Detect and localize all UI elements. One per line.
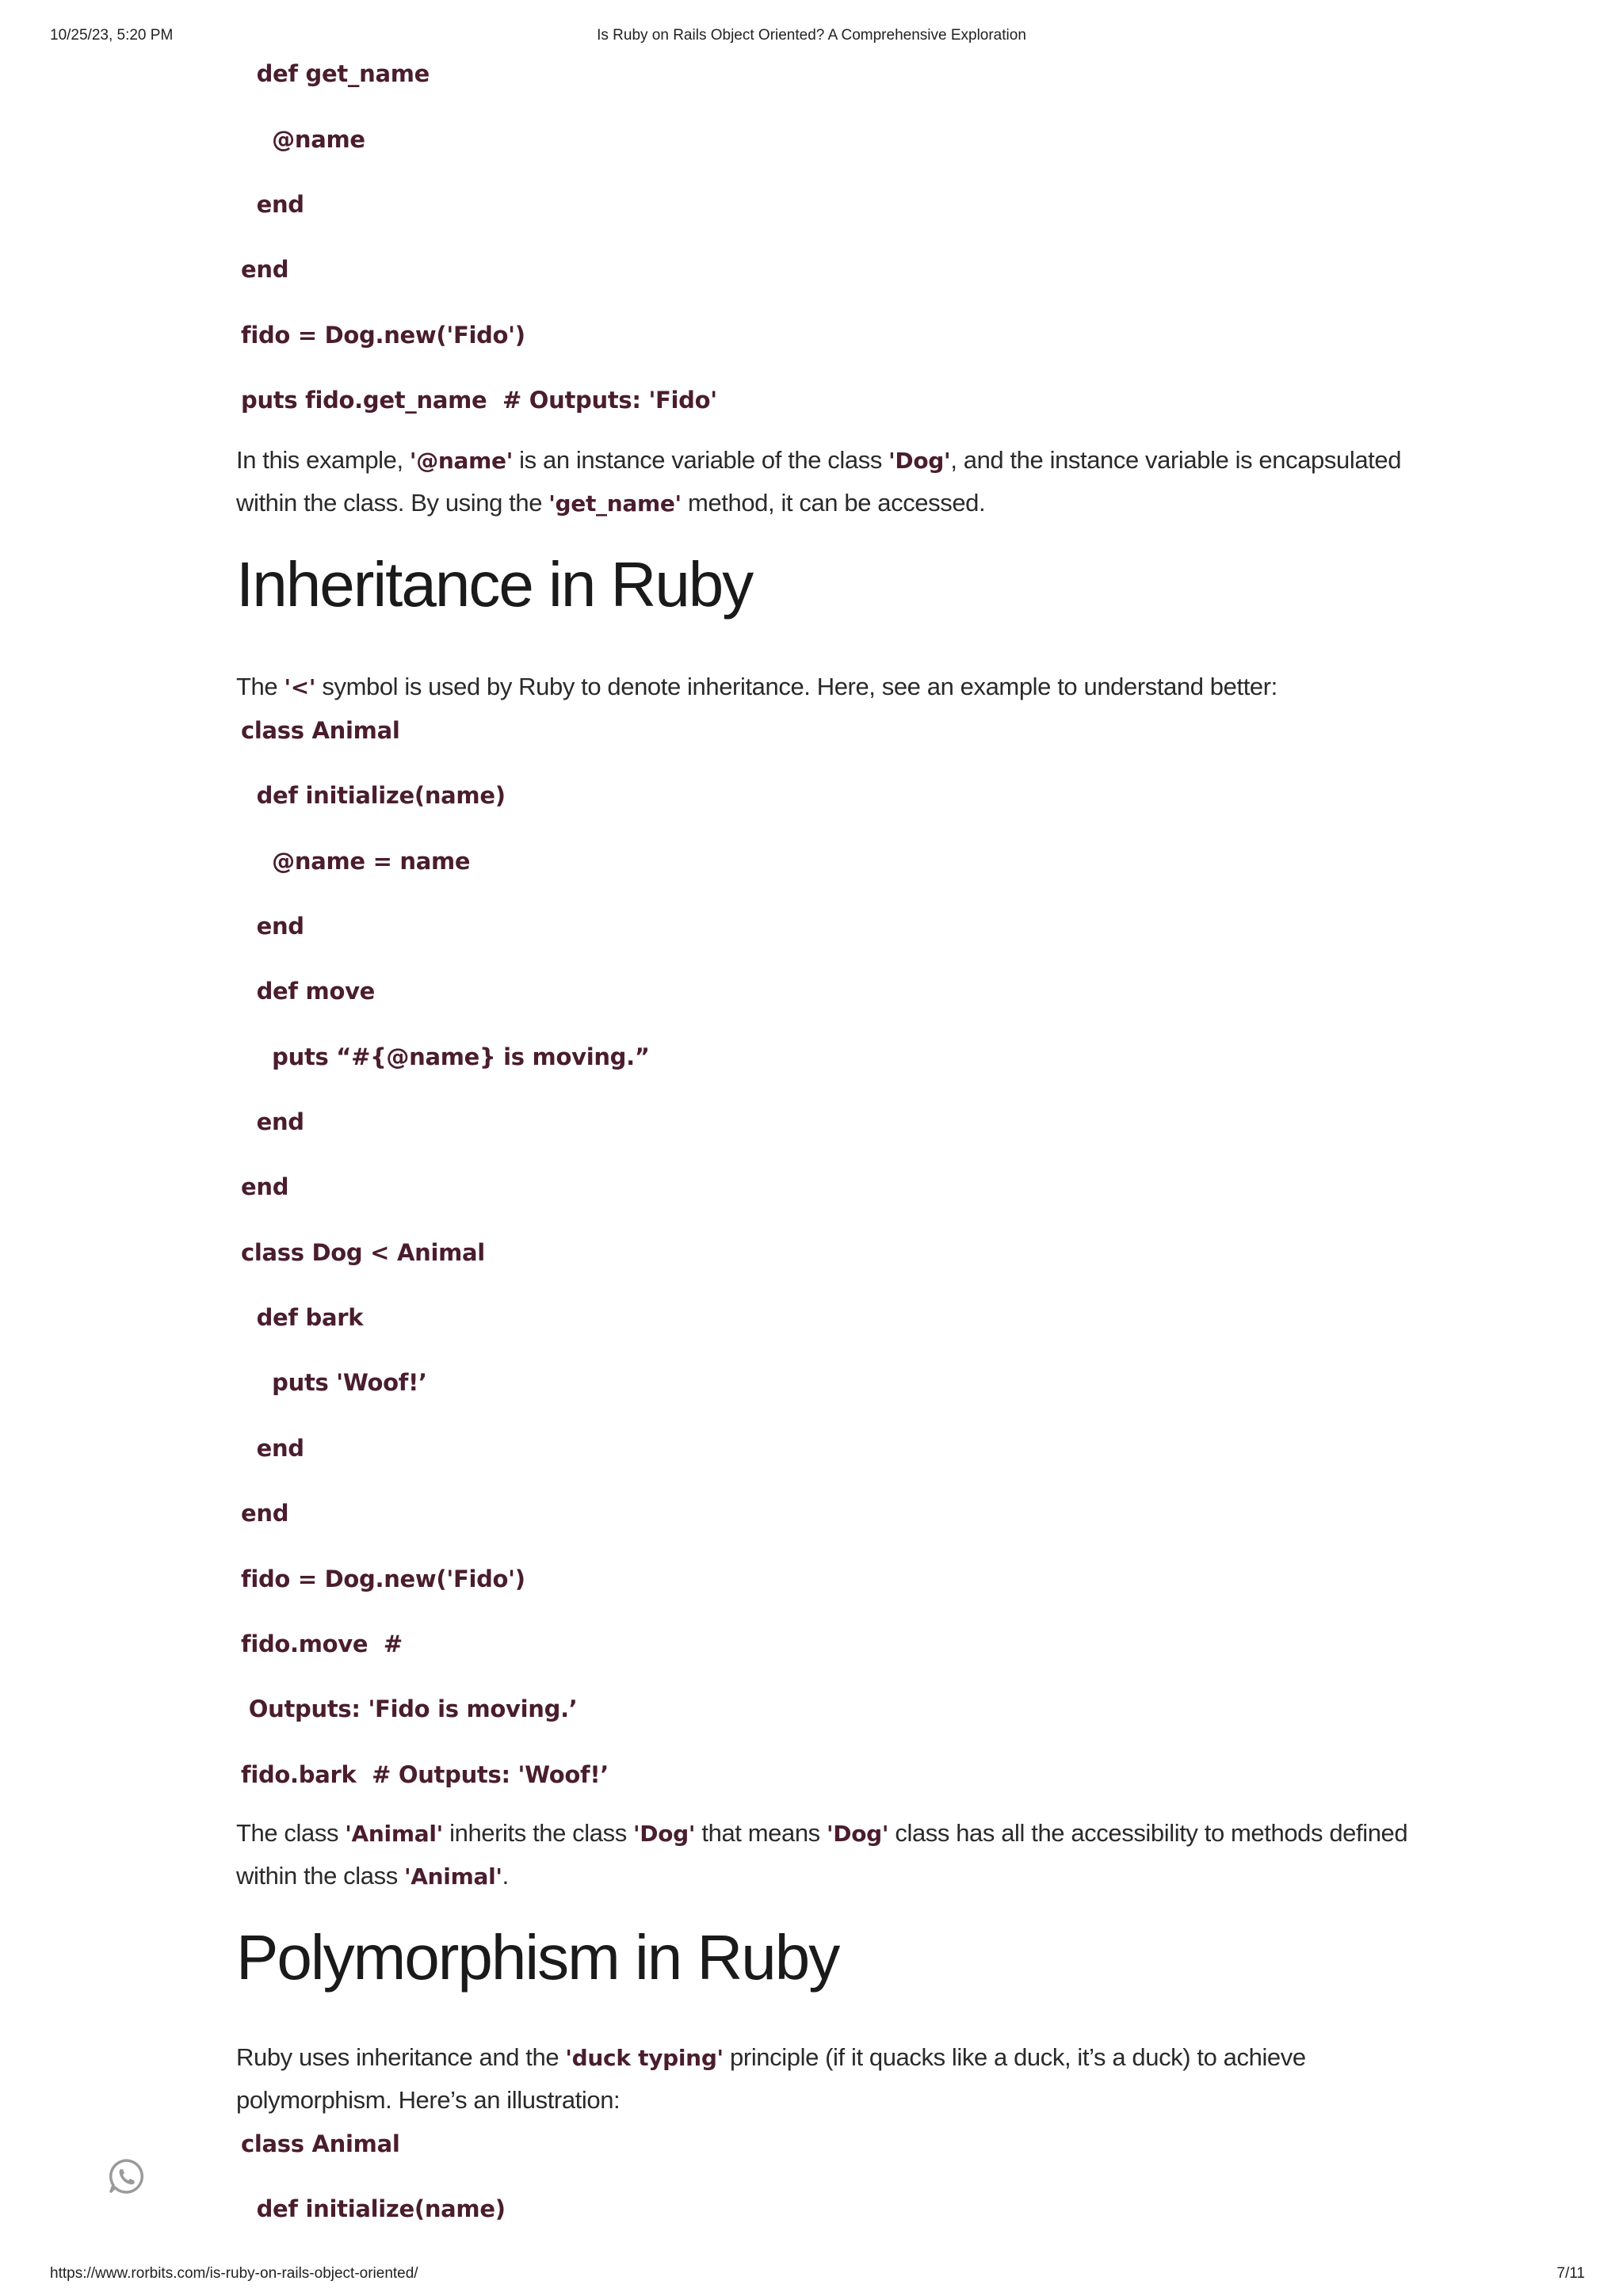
paragraph-inheritance-intro: The '<' symbol is used by Ruby to denote inheritance. Here, see an example to understand better: xyxy=(236,673,1277,700)
code-line: fido = Dog.new('Fido') xyxy=(241,1566,525,1592)
code-line: class Animal xyxy=(241,2130,400,2157)
code-line: fido = Dog.new('Fido') xyxy=(241,322,525,349)
code-line: end xyxy=(241,191,304,218)
code-line: def bark xyxy=(241,1304,364,1331)
heading-inheritance: Inheritance in Ruby xyxy=(236,549,753,620)
whatsapp-icon-svg xyxy=(108,2158,144,2195)
heading-polymorphism: Polymorphism in Ruby xyxy=(236,1922,839,1993)
code-line: end xyxy=(241,1108,304,1135)
code-line: @name = name xyxy=(241,848,471,875)
print-page-number: 7/11 xyxy=(1556,2265,1585,2282)
code-line: end xyxy=(241,1173,289,1200)
print-datetime: 10/25/23, 5:20 PM xyxy=(50,27,174,44)
code-line: end xyxy=(241,1435,304,1462)
whatsapp-icon[interactable] xyxy=(108,2158,144,2195)
print-page-title: Is Ruby on Rails Object Oriented? A Comprehensive Exploration xyxy=(597,27,1026,44)
code-line: class Animal xyxy=(241,717,400,744)
code-line: end xyxy=(241,1500,289,1527)
code-line: end xyxy=(241,256,289,283)
code-line: def initialize(name) xyxy=(241,782,506,809)
code-line: puts 'Woof!’ xyxy=(241,1369,427,1396)
code-line: class Dog < Animal xyxy=(241,1239,485,1266)
paragraph-encapsulation: In this example, '@name' is an instance variable of the class 'Dog', and the instance variable is encapsulated within the class. By using the 'get_name' method, it can be accessed. xyxy=(236,446,1402,517)
paragraph-polymorphism-intro: Ruby uses inheritance and the 'duck typing' principle (if it quacks like a duck, it’s a duck) to achieve polymorphism. Here’s an illustration: xyxy=(236,2043,1306,2114)
code-line: fido.bark # Outputs: 'Woof!’ xyxy=(241,1761,609,1788)
code-line: @name xyxy=(241,126,365,153)
code-line: puts “#{@name} is moving.” xyxy=(241,1043,650,1070)
code-line: def initialize(name) xyxy=(241,2195,506,2222)
code-line: end xyxy=(241,913,304,940)
code-line: fido.move # xyxy=(241,1630,403,1657)
code-line: def move xyxy=(241,978,376,1005)
code-line: Outputs: 'Fido is moving.’ xyxy=(241,1695,578,1722)
print-url: https://www.rorbits.com/is-ruby-on-rails-object-oriented/ xyxy=(50,2265,418,2282)
paragraph-inheritance-explain: The class 'Animal' inherits the class 'Dog' that means 'Dog' class has all the accessibility to methods defined within the class 'Animal'. xyxy=(236,1819,1408,1890)
code-line: puts fido.get_name # Outputs: 'Fido' xyxy=(241,387,717,414)
code-line: def get_name xyxy=(241,60,430,87)
